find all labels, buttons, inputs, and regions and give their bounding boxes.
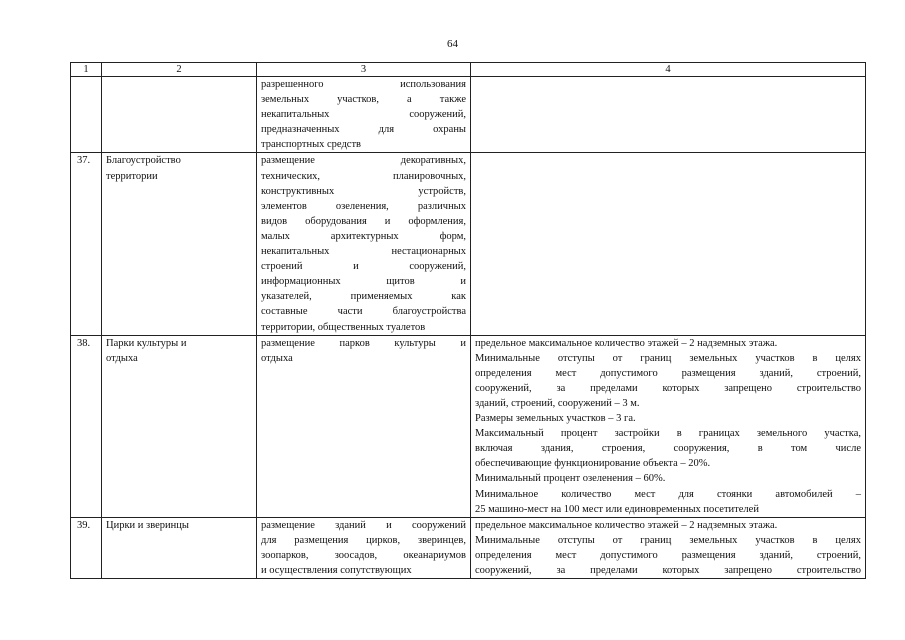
text-line: элементов озеленения, различных [261,200,466,212]
text-line: сооружений, за пределами которых запрещено строительство [475,565,861,576]
table-row [71,517,866,578]
text-line: сооружений, за пределами которых запрещено строительство [475,382,861,394]
parameter-paragraph [475,487,861,517]
use-type-description [257,335,471,517]
text-line: составные части благоустройства [261,306,466,318]
header-cell: 1 [71,63,102,77]
text-line: определения мест допустимого размещения зданий, строений, [475,549,861,561]
text-line: информационных щитов и [261,276,466,288]
header-cell: 3 [257,63,471,77]
text-line: разрешенного использования [261,79,466,90]
row-number: 39. [71,517,102,578]
table-row [71,153,866,335]
text-line: строений и сооружений, [261,261,466,273]
header-cell: 4 [471,63,866,77]
parameter-paragraph [475,533,861,578]
parameter-paragraph [475,336,861,351]
use-type-name [102,153,257,335]
text-line: транспортных средств [261,139,362,151]
page-number: 64 [447,38,458,50]
text-line: Минимальные отступы от границ земельных участков в целях [475,352,861,364]
row-number: 37. [71,153,102,335]
text-line: видов оборудования и оформления, [261,215,466,227]
text-line: Максимальный процент застройки в границах земельного участка, [475,428,861,440]
use-type-name [102,77,257,153]
use-type-parameters [471,77,866,153]
text-line: и осуществления сопутствующих [261,565,412,576]
text-line: размещение парков культуры и [261,337,466,349]
text-line: обеспечивающие функционирование объекта – 20%. [475,458,711,470]
table-header-row [71,63,866,77]
table-row [71,77,866,153]
text-line: Размеры земельных участков – 3 га. [475,413,636,425]
text-line: 25 машино-мест на 100 мест или единовременных посетителей [475,503,759,515]
text-line: зданий, строений, сооружений – 3 м. [475,397,640,409]
use-type-name [102,517,257,578]
text-line: некапитальных нестационарных [261,246,466,258]
text-line: земельных участков, а также [261,94,466,106]
row-number [71,77,102,153]
use-type-parameters [471,153,866,335]
text-line: Парки культуры и [106,337,187,349]
use-type-description [257,77,471,153]
table-row [71,335,866,517]
text-line: Минимальные отступы от границ земельных участков в целях [475,534,861,546]
parameter-paragraph [475,426,861,471]
text-line: предельное максимальное количество этажей – 2 надземных этажа. [475,337,778,349]
text-line: зоопарков, зоосадов, океанариумов [261,549,466,561]
text-line: размещение декоративных, [261,155,466,167]
text-line: для размещения цирков, зверинцев, [261,534,466,546]
parameter-paragraph [475,471,861,486]
text-line: предельное максимальное количество этажей – 2 надземных этажа. [475,519,778,531]
use-type-description [257,153,471,335]
text-line: малых архитектурных форм, [261,230,466,242]
use-type-parameters [471,335,866,517]
text-line: некапитальных сооружений, [261,109,466,121]
parameter-paragraph [475,518,861,533]
use-type-name [102,335,257,517]
text-line: Минимальное количество мест для стоянки автомобилей – [475,488,861,500]
text-line: предназначенных для охраны [261,124,466,136]
text-line: отдыха [261,352,293,364]
use-type-parameters [471,517,866,578]
text-line: технических, планировочных, [261,170,466,182]
header-cell: 2 [102,63,257,77]
text-line: отдыха [106,352,138,364]
text-line: территории, общественных туалетов [261,321,426,333]
text-line: размещение зданий и сооружений [261,519,466,531]
text-line: включая здания, строения, сооружения, в том числе [475,443,861,455]
text-line: Цирки и зверинцы [106,519,189,531]
text-line: указателей, применяемых как [261,291,466,303]
text-line: Благоустройство [106,155,181,167]
parameter-paragraph [475,411,861,426]
parameter-paragraph [475,351,861,411]
text-line: территории [106,170,158,182]
row-number: 38. [71,335,102,517]
text-line: конструктивных устройств, [261,185,466,197]
text-line: определения мест допустимого размещения зданий, строений, [475,367,861,379]
use-type-description [257,517,471,578]
text-line: Минимальный процент озеленения – 60%. [475,473,666,485]
land-use-table [70,62,866,579]
